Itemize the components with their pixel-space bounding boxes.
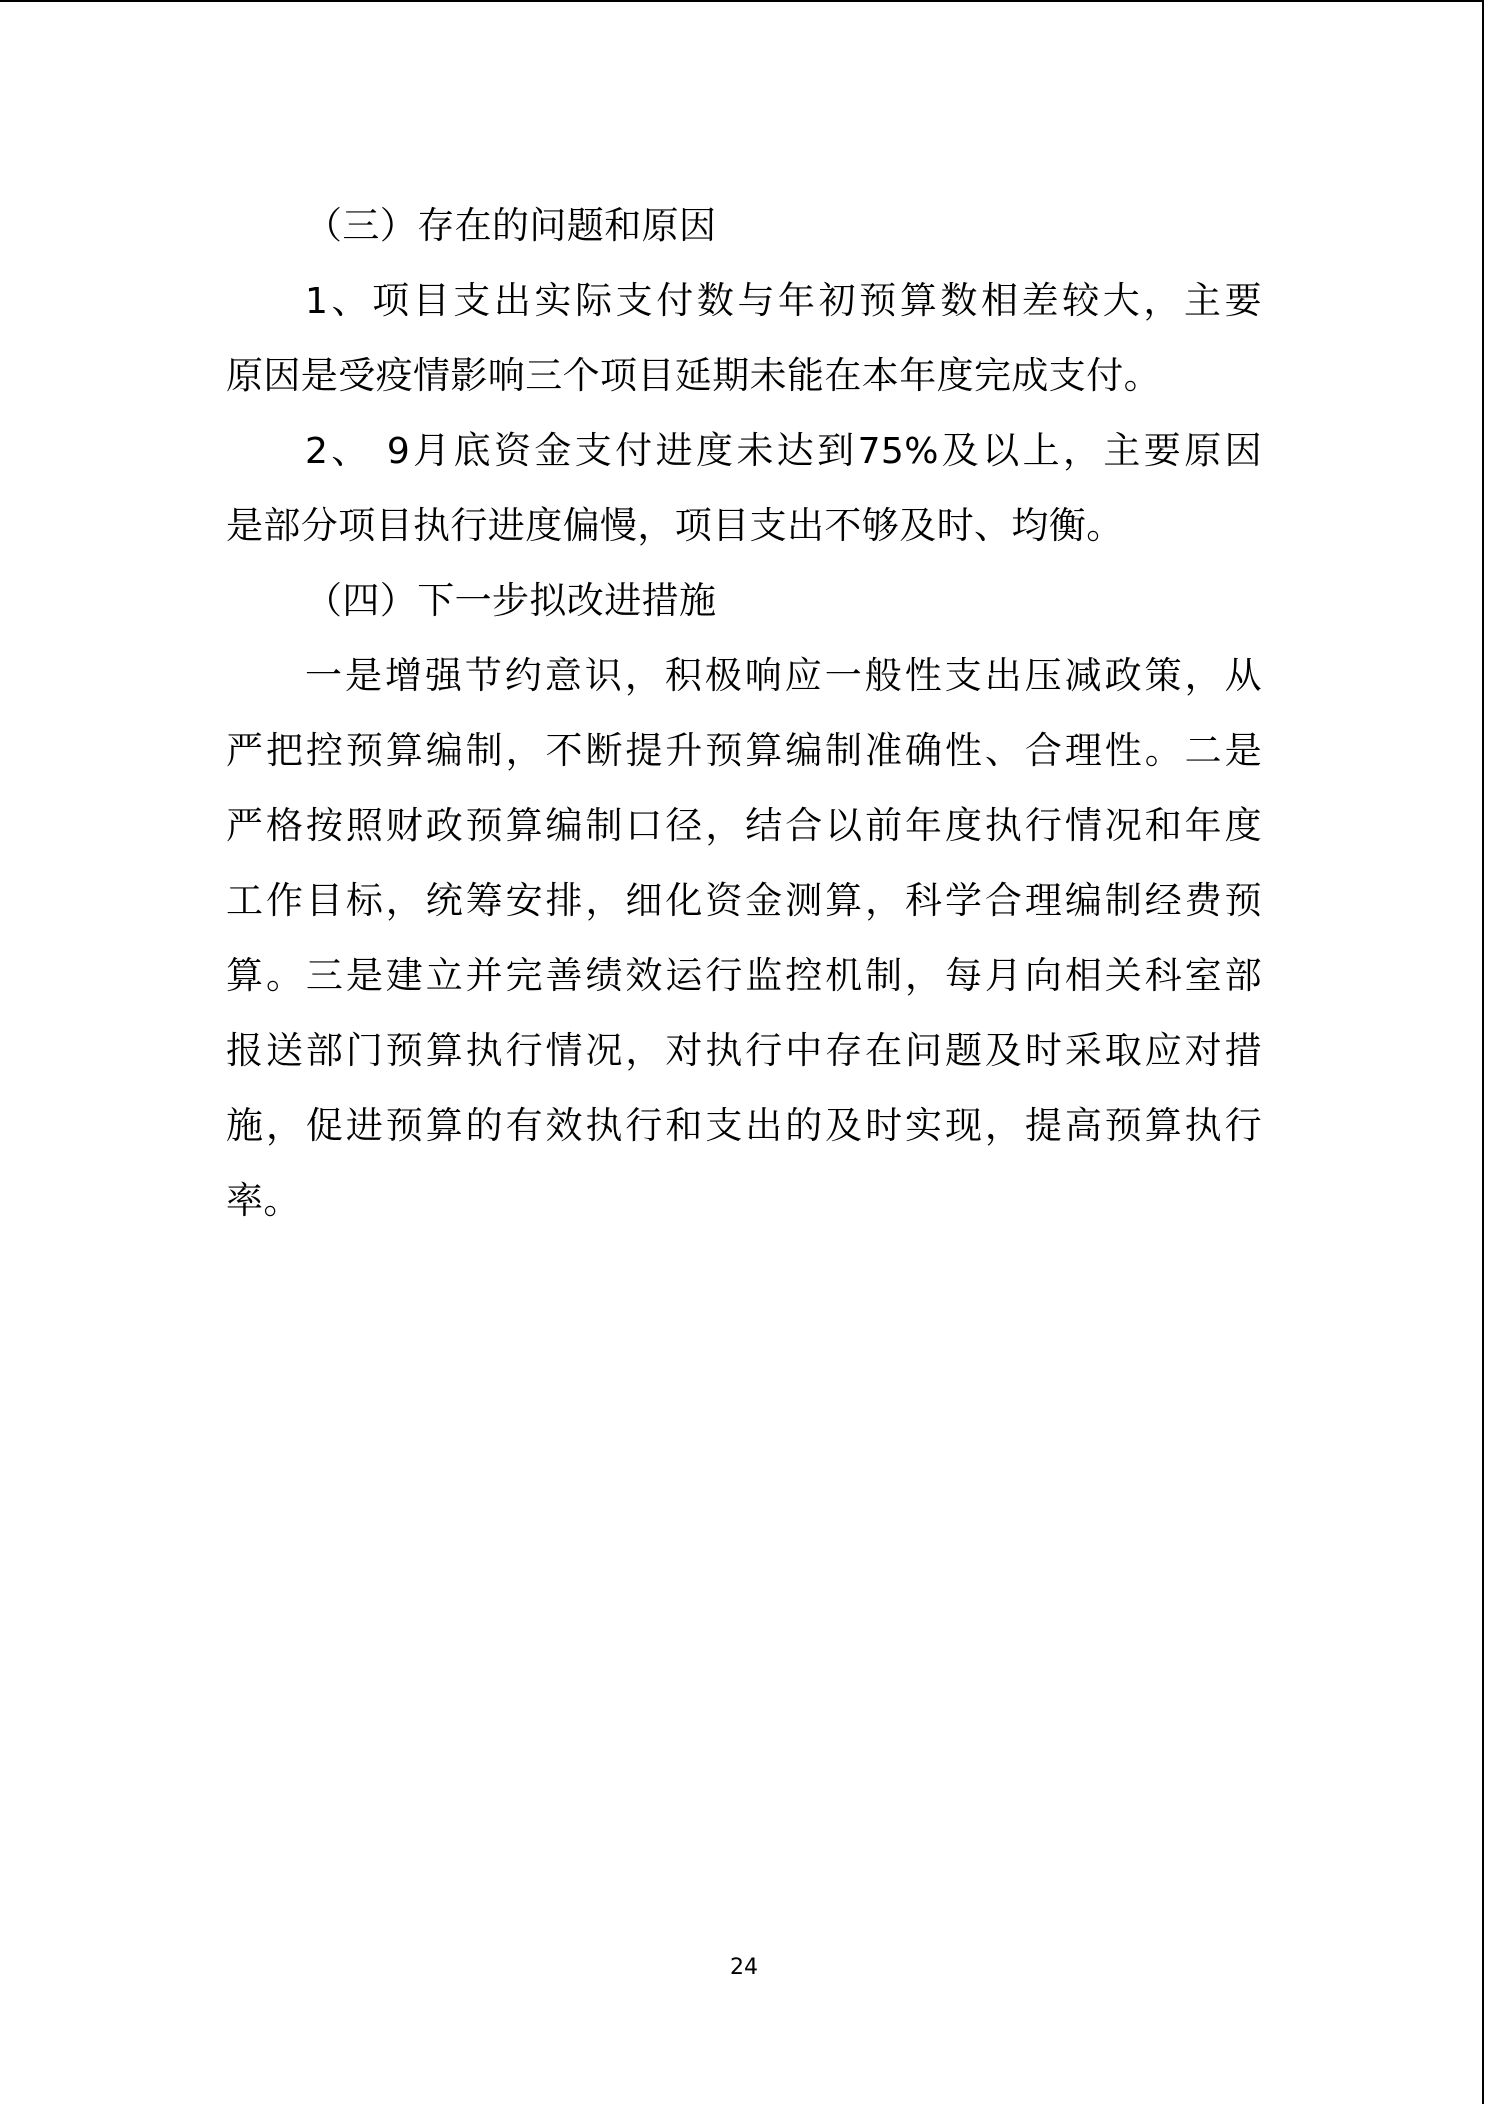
paragraph-line: 严把控预算编制，不断提升预算编制准确性、合理性。二是 [226,729,1262,772]
paragraph-line: 算。三是建立并完善绩效运行监控机制，每月向相关科室部 [226,954,1262,997]
item-2-number: 2 [305,431,329,472]
item-2-line-2: 是部分项目执行进度偏慢，项目支出不够及时、均衡。 [226,504,1124,547]
item-2-line-1 [305,427,1262,476]
item-1-text: 、项目支出实际支付数与年初预算数相差较大，主要 [328,279,1262,322]
item-2-percent: 75% [857,431,939,472]
paragraph-line: 严格按照财政预算编制口径，结合以前年度执行情况和年度 [226,804,1262,847]
item-2-separator: 、 [328,429,387,472]
item-1-line-1 [305,277,1262,326]
paragraph-line: 施，促进预算的有效执行和支出的及时实现，提高预算执行 [226,1104,1262,1147]
section-3-heading: （三）存在的问题和原因 [305,204,717,247]
paragraph-line: 工作目标，统筹安排，细化资金测算，科学合理编制经费预 [226,879,1262,922]
item-1-line-2: 原因是受疫情影响三个项目延期未能在本年度完成支付。 [226,354,1161,397]
item-1-number: 1 [305,281,329,322]
paragraph-line: 报送部门预算执行情况，对执行中存在问题及时采取应对措 [226,1029,1262,1072]
page-number: 24 [730,1955,758,1980]
paragraph-line: 一是增强节约意识，积极响应一般性支出压减政策，从 [305,654,1262,697]
item-2-text-a: 月底资金支付进度未达到 [410,429,858,472]
item-2-text-b: 及以上，主要原因 [938,429,1263,472]
section-4-heading: （四）下一步拟改进措施 [305,579,717,622]
item-2-month: 9 [386,431,411,472]
paragraph-line: 率。 [226,1179,301,1222]
